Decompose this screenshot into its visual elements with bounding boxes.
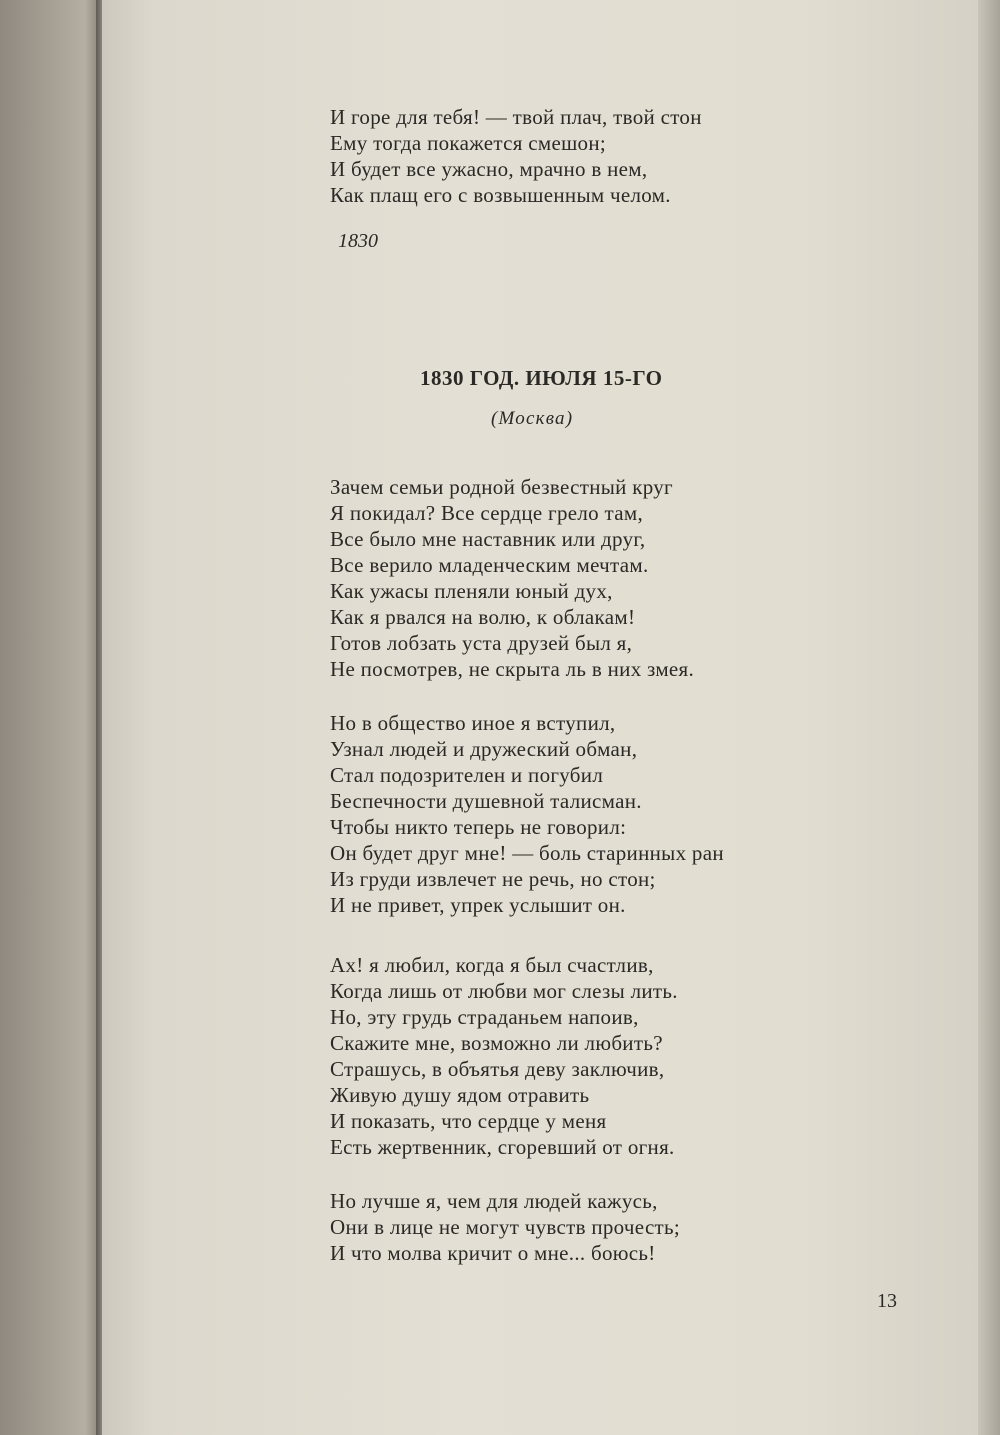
verse-line: Когда лишь от любви мог слезы лить. (330, 979, 678, 1003)
verse-line: И будет все ужасно, мрачно в нем, (330, 157, 648, 181)
verse-line: Он будет друг мне! — боль старинных ран (330, 841, 724, 865)
verse-line: Стал подозрителен и погубил (330, 763, 604, 787)
verse-line: Все верило младенческим мечтам. (330, 553, 649, 577)
verse-line: Но в общество иное я вступил, (330, 711, 616, 735)
verse-line: И не привет, упрек услышит он. (330, 893, 626, 917)
verse-line: Узнал людей и дружеский обман, (330, 737, 638, 761)
verse-line: И что молва кричит о мне... боюсь! (330, 1241, 656, 1265)
verse-line: Ему тогда покажется смешон; (330, 131, 607, 155)
stanza-4 (330, 1188, 680, 1266)
verse-line: Готов лобзать уста друзей был я, (330, 631, 633, 655)
verse-line: Живую душу ядом отравить (330, 1083, 590, 1107)
verse-line: Я покидал? Все сердце грело там, (330, 501, 644, 525)
verse-line: Беспечности душевной талисман. (330, 789, 642, 813)
verse-line: Как плащ его с возвышенным челом. (330, 183, 671, 207)
verse-line: И показать, что сердце у меня (330, 1109, 607, 1133)
verse-line: Страшусь, в объятья деву заключив, (330, 1057, 665, 1081)
verse-line: Как ужасы пленяли юный дух, (330, 579, 613, 603)
stanza-1 (330, 474, 694, 682)
verse-line: Все было мне наставник или друг, (330, 527, 646, 551)
verse-line: Скажите мне, возможно ли любить? (330, 1031, 663, 1055)
verse-line: Не посмотрев, не скрыта ль в них змея. (330, 657, 695, 681)
previous-page-edge (0, 0, 100, 1435)
stanza-3 (330, 952, 678, 1160)
verse-line: Чтобы никто теперь не говорил: (330, 815, 627, 839)
verse-line: И горе для тебя! — твой плач, твой стон (330, 105, 702, 129)
verse-line: Ах! я любил, когда я был счастлив, (330, 953, 654, 977)
poem-date: 1830 (338, 230, 378, 252)
poem-title: 1830 ГОД. ИЮЛЯ 15-ГО (420, 366, 663, 390)
stanza-2 (330, 710, 724, 918)
verse-line: Есть жертвенник, сгоревший от огня. (330, 1135, 675, 1159)
poem-place: (Москва) (491, 408, 574, 429)
page-number: 13 (877, 1290, 897, 1312)
page-stack-edge (978, 0, 1000, 1435)
verse-line: Как я рвался на волю, к облакам! (330, 605, 636, 629)
verse-line: Они в лице не могут чувств прочесть; (330, 1215, 681, 1239)
verse-line: Но лучше я, чем для людей кажусь, (330, 1189, 658, 1213)
top-stanza (330, 104, 702, 208)
verse-line: Зачем семьи родной безвестный круг (330, 475, 673, 499)
verse-line: Из груди извлечет не речь, но стон; (330, 867, 656, 891)
verse-line: Но, эту грудь страданьем напоив, (330, 1005, 639, 1029)
